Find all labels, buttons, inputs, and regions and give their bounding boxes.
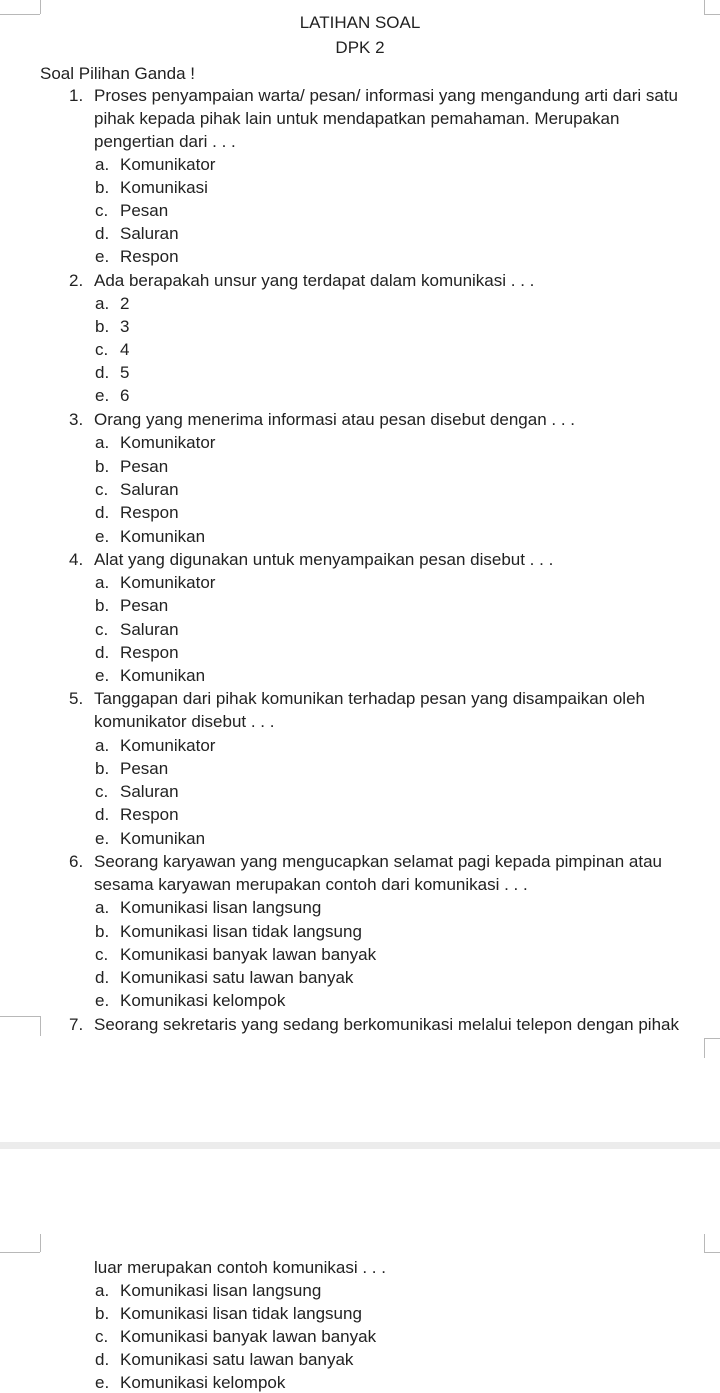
crop-mark-p2-top-left — [0, 1252, 40, 1253]
option-letter: d. — [95, 363, 110, 382]
crop-mark-p1-bottom-right — [704, 1038, 720, 1039]
crop-mark-p2-top-right-v — [704, 1234, 705, 1252]
option-letter: b. — [95, 178, 110, 197]
question-text-continued: luar merupakan contoh komunikasi . . . — [94, 1258, 386, 1277]
option-letter: e. — [95, 1373, 110, 1392]
option-letter: e. — [95, 991, 110, 1010]
option-text: Komunikan — [120, 527, 206, 546]
option-letter: c. — [95, 620, 109, 639]
option-text: Komunikator — [120, 736, 216, 755]
question-text: pihak kepada pihak lain untuk mendapatkan pemahaman. Merupakan — [94, 109, 620, 128]
option-letter: b. — [95, 759, 110, 778]
option-letter: c. — [95, 480, 109, 499]
option-letter: d. — [95, 224, 110, 243]
option-text: Komunikasi satu lawan banyak — [120, 968, 354, 987]
option-text: Komunikator — [120, 433, 216, 452]
option-letter: b. — [95, 1304, 110, 1323]
option-text: Komunikator — [120, 155, 216, 174]
option-text: Komunikasi — [120, 178, 208, 197]
option-text: Pesan — [120, 201, 169, 220]
question-text: Orang yang menerima informasi atau pesan disebut dengan . . . — [94, 410, 576, 429]
option-text: 3 — [120, 317, 130, 336]
option-text: 5 — [120, 363, 130, 382]
option-text: Saluran — [120, 224, 179, 243]
option-letter: a. — [95, 898, 110, 917]
option-letter: c. — [95, 1327, 109, 1346]
page-separator — [0, 1142, 720, 1149]
crop-mark-p1-bottom-left — [0, 1016, 40, 1017]
option-text: Pesan — [120, 457, 169, 476]
option-text: Komunikan — [120, 666, 206, 685]
option-text: Komunikasi banyak lawan banyak — [120, 945, 377, 964]
question-text: Tanggapan dari pihak komunikan terhadap pesan yang disampaikan oleh — [94, 689, 645, 708]
option-letter: c. — [95, 201, 109, 220]
option-text: Saluran — [120, 620, 179, 639]
option-letter: d. — [95, 503, 110, 522]
option-letter: a. — [95, 573, 110, 592]
option-text: Respon — [120, 643, 179, 662]
option-text: Pesan — [120, 759, 169, 778]
option-letter: a. — [95, 155, 110, 174]
question-text: Proses penyampaian warta/ pesan/ informasi yang mengandung arti dari satu — [94, 86, 679, 105]
question-text: pengertian dari . . . — [94, 132, 236, 151]
option-text: Saluran — [120, 782, 179, 801]
option-text: Saluran — [120, 480, 179, 499]
question-text: sesama karyawan merupakan contoh dari komunikasi . . . — [94, 875, 528, 894]
option-text: Komunikasi kelompok — [120, 1373, 286, 1392]
option-letter: a. — [95, 433, 110, 452]
option-text: Respon — [120, 805, 179, 824]
option-letter: e. — [95, 666, 110, 685]
option-text: Komunikasi lisan tidak langsung — [120, 1304, 362, 1323]
option-letter: e. — [95, 527, 110, 546]
option-text: Komunikan — [120, 829, 206, 848]
option-letter: c. — [95, 782, 109, 801]
option-letter: b. — [95, 457, 110, 476]
crop-mark-p1-bottom-left-v — [40, 1016, 41, 1036]
page-title: LATIHAN SOAL — [299, 13, 421, 32]
option-text: Pesan — [120, 596, 169, 615]
question-number: 2. — [69, 271, 84, 290]
crop-mark-p2-top-right — [704, 1252, 720, 1253]
question-text: Seorang karyawan yang mengucapkan selamat pagi kepada pimpinan atau — [94, 852, 662, 871]
crop-mark-p2-top-left-v — [40, 1234, 41, 1252]
question-number: 7. — [69, 1015, 84, 1034]
option-letter: d. — [95, 805, 110, 824]
option-letter: a. — [95, 736, 110, 755]
option-text: Komunikasi banyak lawan banyak — [120, 1327, 377, 1346]
section-heading: Soal Pilihan Ganda ! — [40, 64, 195, 83]
question-number: 3. — [69, 410, 84, 429]
option-text: 2 — [120, 294, 130, 313]
option-text: 4 — [120, 340, 130, 359]
question-number: 4. — [69, 550, 84, 569]
crop-mark-top-left-v — [40, 0, 41, 14]
question-number: 1. — [69, 86, 84, 105]
option-letter: a. — [95, 294, 110, 313]
option-text: Komunikasi satu lawan banyak — [120, 1350, 354, 1369]
option-letter: a. — [95, 1281, 110, 1300]
question-text: komunikator disebut . . . — [94, 712, 275, 731]
question-text: Seorang sekretaris yang sedang berkomunikasi melalui telepon dengan pihak — [94, 1015, 679, 1034]
option-text: Komunikator — [120, 573, 216, 592]
option-letter: c. — [95, 945, 109, 964]
question-text: Ada berapakah unsur yang terdapat dalam komunikasi . . . — [94, 271, 535, 290]
option-text: Komunikasi lisan tidak langsung — [120, 922, 362, 941]
option-letter: c. — [95, 340, 109, 359]
question-number: 6. — [69, 852, 84, 871]
option-text: Komunikasi lisan langsung — [120, 898, 322, 917]
option-letter: e. — [95, 386, 110, 405]
option-letter: b. — [95, 317, 110, 336]
option-text: Komunikasi kelompok — [120, 991, 286, 1010]
option-letter: e. — [95, 829, 110, 848]
option-text: Respon — [120, 503, 179, 522]
option-letter: e. — [95, 247, 110, 266]
option-text: Respon — [120, 247, 179, 266]
option-letter: d. — [95, 643, 110, 662]
question-number: 5. — [69, 689, 84, 708]
option-text: 6 — [120, 386, 130, 405]
option-letter: b. — [95, 922, 110, 941]
option-text: Komunikasi lisan langsung — [120, 1281, 322, 1300]
option-letter: d. — [95, 1350, 110, 1369]
option-letter: d. — [95, 968, 110, 987]
option-letter: b. — [95, 596, 110, 615]
page-subtitle: DPK 2 — [335, 38, 385, 57]
question-text: Alat yang digunakan untuk menyampaikan pesan disebut . . . — [94, 550, 554, 569]
crop-mark-p1-bottom-right-v — [704, 1038, 705, 1058]
crop-mark-top-right-v — [704, 0, 705, 14]
